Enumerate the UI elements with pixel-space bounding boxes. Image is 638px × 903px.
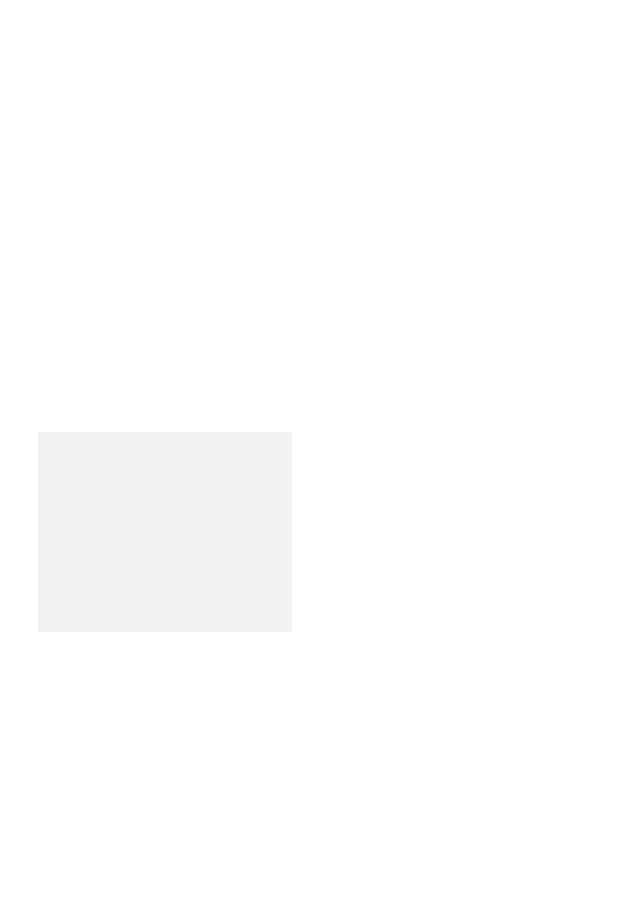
- right-column: [316, 266, 580, 272]
- figure-background: [38, 432, 292, 632]
- mine-planning-text: [316, 624, 580, 629]
- figure-5-diagram: [38, 432, 292, 632]
- left-column: [38, 266, 296, 268]
